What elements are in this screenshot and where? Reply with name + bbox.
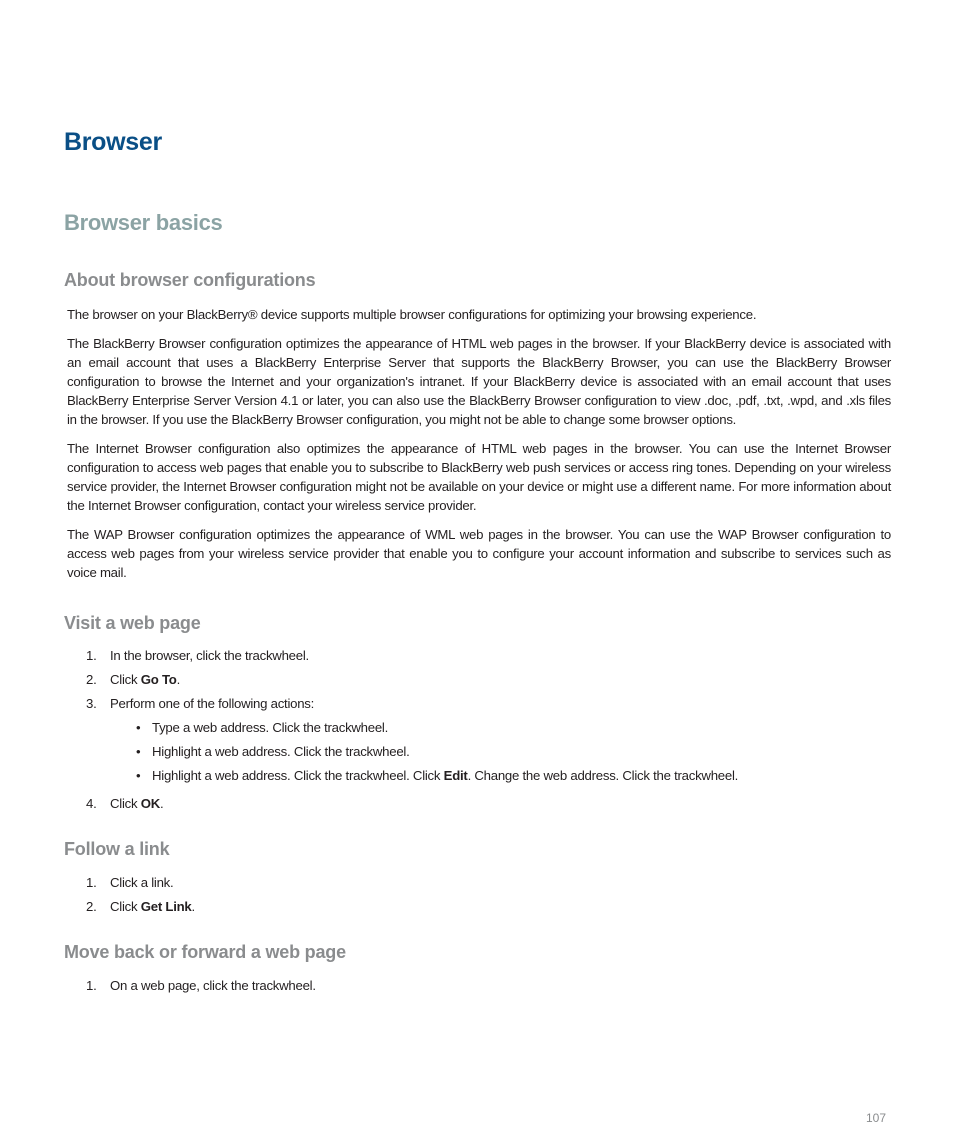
step-text-bold: OK — [140, 796, 161, 811]
bullet: • — [136, 768, 141, 783]
step-text: In the browser, click the trackwheel. — [110, 648, 309, 663]
bullet: • — [136, 720, 141, 735]
sub-text-pre: Highlight a web address. Click the trackwheel. Click — [152, 768, 444, 783]
step-text — [110, 792, 163, 816]
visit-heading: Visit a web page — [64, 613, 201, 633]
step-text-post: . — [176, 672, 181, 687]
list-item — [86, 792, 891, 816]
step-text-post: . — [160, 796, 164, 811]
step-number: 1. — [86, 875, 97, 890]
step-text: Perform one of the following actions: — [110, 696, 315, 711]
sub-action-text: Type a web address. Click the trackwheel. — [152, 720, 389, 735]
move-steps — [86, 974, 891, 998]
step-text — [110, 895, 195, 919]
move-heading: Move back or forward a web page — [64, 942, 346, 962]
section-heading: Browser basics — [64, 210, 223, 235]
list-item — [86, 974, 891, 998]
step-text-pre: Click — [110, 672, 141, 687]
step-number: 3. — [86, 696, 97, 711]
list-item — [86, 644, 891, 668]
follow-steps — [86, 871, 891, 919]
list-item — [86, 692, 891, 716]
step-text: On a web page, click the trackwheel. — [110, 978, 316, 993]
about-heading: About browser configurations — [64, 270, 316, 290]
step-text-pre: Click — [110, 796, 141, 811]
about-paragraph-2: The BlackBerry Browser configuration optimizes the appearance of HTML web pages in the browser. If your BlackBerry device is associated with an email account that uses a BlackBerry Enterprise Server that supports the BlackBerry Browser, you can use the BlackBerry Browser configuration to browse the Internet and your organization's intranet. If your BlackBerry device is associated with an email account that uses BlackBerry Enterprise Server Version 4.1 or later, you can also use the BlackBerry Browser configuration to view .doc, .pdf, .txt, .wpd, and .xls files in the browser. If you use the BlackBerry Browser configuration, you might not be able to change some browser options. — [67, 336, 891, 427]
sub-action-text: Highlight a web address. Click the trackwheel. — [152, 744, 410, 759]
about-paragraph-1: The browser on your BlackBerry® device supports multiple browser configurations for optimizing your browsing experience. — [67, 307, 757, 322]
bullet: • — [136, 744, 141, 759]
step-number: 1. — [86, 648, 97, 663]
step-text-post: . — [191, 899, 195, 914]
step-text: Click a link. — [110, 875, 174, 890]
step-text — [110, 668, 180, 692]
page-title: Browser — [64, 128, 162, 156]
about-paragraph-4: The WAP Browser configuration optimizes the appearance of WML web pages in the browser. You can use the WAP Browser configuration to access web pages from your wireless service provider that enable you to configure your account information and subscribe to services such as voice mail. — [67, 527, 891, 580]
step-text-pre: Click — [110, 899, 141, 914]
list-item — [86, 668, 891, 692]
visit-steps — [86, 644, 891, 716]
sub-text-post: . Change the web address. Click the trackwheel. — [467, 768, 739, 783]
sub-text-bold: Edit — [443, 768, 468, 783]
list-item — [86, 895, 891, 919]
step-number: 2. — [86, 672, 97, 687]
visit-steps-cont — [86, 792, 891, 816]
step-text-bold: Go To — [140, 672, 177, 687]
page-number: 107 — [866, 1111, 887, 1125]
step-number: 4. — [86, 796, 97, 811]
about-paragraph-3: The Internet Browser configuration also optimizes the appearance of HTML web pages in the browser. You can use the Internet Browser configuration to access web pages that enable you to subscribe to BlackBerry web push services or access ring tones. Depending on your wireless service provider, the Internet Browser configuration might not be available on your device or might use a different name. For more information about the Internet Browser configuration, contact your wireless service provider. — [67, 441, 891, 513]
step-text-bold: Get Link — [140, 899, 192, 914]
sub-action-text — [152, 764, 738, 788]
list-item — [86, 871, 891, 895]
follow-heading: Follow a link — [64, 839, 170, 859]
step-number: 2. — [86, 899, 97, 914]
step-number: 1. — [86, 978, 97, 993]
